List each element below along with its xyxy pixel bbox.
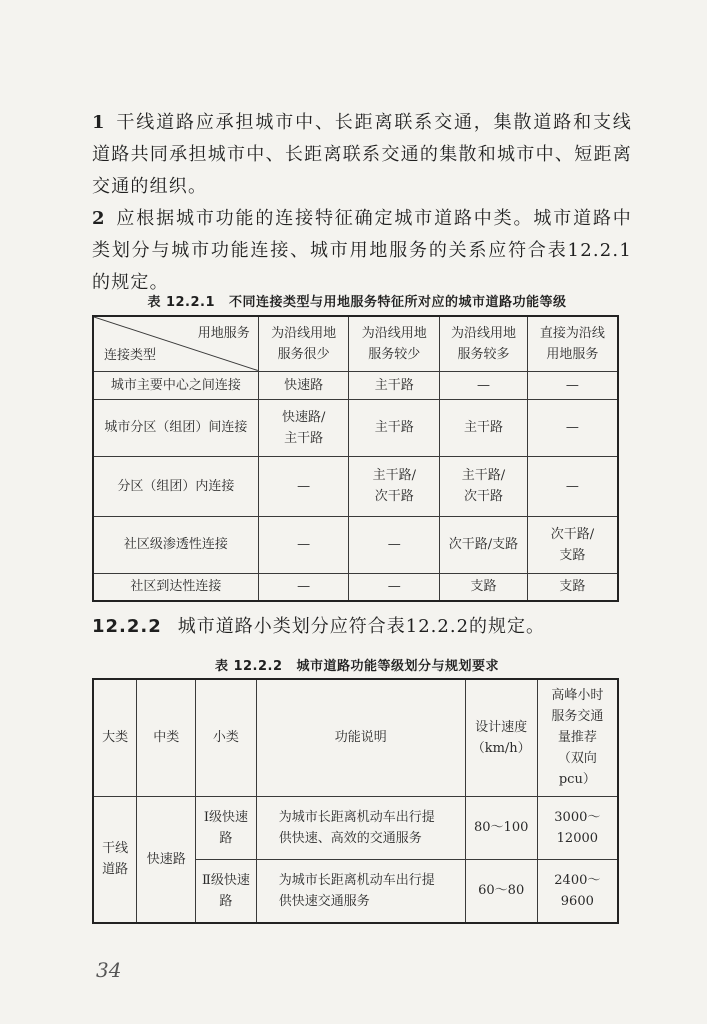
peak-volume: [537, 859, 618, 923]
header-line: 高峰小时: [551, 688, 604, 704]
cell-line: 快速路/: [281, 409, 326, 425]
header-volume: [537, 679, 618, 796]
corner-bottom-label: 连接类型: [104, 347, 157, 363]
paragraph-number: 2: [92, 208, 106, 229]
header-line: 服务很少: [277, 346, 330, 362]
peak-volume: [537, 796, 618, 859]
table-row: [93, 516, 618, 573]
row-label: 城市主要中心之间连接: [93, 371, 258, 399]
table-cell: —: [440, 371, 528, 399]
design-speed: 80～100: [465, 796, 537, 859]
header-middle: 中类: [137, 679, 196, 796]
header-minor: 小类: [196, 679, 257, 796]
table-cell: 支路: [527, 573, 618, 601]
table-cell: —: [527, 371, 618, 399]
table-cell: 次干路/支路: [440, 516, 528, 573]
cell-line: 供快速、高效的交通服务: [278, 830, 422, 846]
paragraph-text: 应根据城市功能的连接特征确定城市道路中类。城市道路中类划分与城市功能连接、城市用地服务的关系应符合表12.2.1的规定。: [92, 208, 632, 293]
corner-top-label: 用地服务: [197, 326, 250, 341]
header-line: 为沿线用地: [271, 325, 337, 341]
table-1-title: 不同连接类型与用地服务特征所对应的城市道路功能等级: [229, 295, 567, 310]
group-middle: 快速路: [137, 796, 196, 923]
header-line: （双向 pcu）: [557, 751, 597, 788]
table-cell: [349, 456, 440, 516]
table-cell: —: [527, 456, 618, 516]
table-row: [93, 679, 618, 796]
header-function: 功能说明: [256, 679, 465, 796]
table-row: [93, 573, 618, 601]
column-header: [527, 316, 618, 371]
header-major: 大类: [93, 679, 137, 796]
cell-line: 主干路: [284, 430, 324, 446]
row-label: 社区到达性连接: [93, 573, 258, 601]
row-label: 分区（组团）内连接: [93, 456, 258, 516]
table-2-title: 城市道路功能等级划分与规划要求: [296, 659, 500, 674]
table-2-caption: [92, 655, 622, 674]
cell-line: 道路: [102, 862, 129, 878]
table-cell: 主干路: [440, 399, 528, 456]
minor-class: Ⅰ级快速路: [196, 796, 257, 859]
header-line: 设计速度: [475, 719, 528, 735]
header-line: 为沿线用地: [361, 325, 427, 341]
cell-line: 次干路/: [550, 526, 595, 542]
section-heading: [92, 612, 632, 638]
column-header: [440, 316, 528, 371]
table-2-number: 表 12.2.2: [214, 659, 283, 674]
table-row: [93, 316, 618, 371]
row-label: 城市分区（组团）间连接: [93, 399, 258, 456]
cell-line: 主干路/: [461, 468, 506, 483]
function-description: [256, 796, 465, 859]
column-header: [349, 316, 440, 371]
table-1-caption: [92, 291, 622, 310]
table-1-corner-cell: [93, 316, 258, 371]
table-2: [92, 678, 619, 924]
design-speed: 60～80: [465, 859, 537, 923]
header-line: 服务交通: [551, 709, 604, 725]
section-text: 城市道路小类划分应符合表12.2.2的规定。: [177, 616, 546, 637]
header-line: 用地服务: [546, 346, 599, 362]
header-line: 为沿线用地: [450, 325, 516, 341]
paragraph-1: [92, 107, 632, 203]
header-line: 服务较多: [457, 346, 510, 362]
column-header: [258, 316, 349, 371]
header-line: 服务较少: [368, 346, 421, 362]
table-cell: 主干路: [349, 399, 440, 456]
table-row: [93, 399, 618, 456]
table-cell: —: [349, 516, 440, 573]
table-cell: 快速路: [258, 371, 349, 399]
section-number: 12.2.2: [92, 616, 162, 637]
paragraph-text: 干线道路应承担城市中、长距离联系交通，集散道路和支线道路共同承担城市中、长距离联系交通的集散和城市中、短距离交通的组织。: [92, 112, 632, 197]
function-description: [256, 859, 465, 923]
table-cell: —: [258, 516, 349, 573]
table-1: [92, 315, 619, 602]
table-cell: [258, 399, 349, 456]
header-speed: [465, 679, 537, 796]
cell-line: 主干路/: [372, 468, 416, 483]
table-cell: —: [349, 573, 440, 601]
table-cell: —: [258, 456, 349, 516]
table-1-number: 表 12.2.1: [147, 295, 216, 310]
header-line: 量推荐: [557, 730, 597, 746]
table-row: [93, 796, 618, 859]
table-cell: —: [258, 573, 349, 601]
cell-line: 9600: [560, 893, 594, 909]
cell-line: 干线: [102, 841, 129, 857]
cell-line: 12000: [556, 830, 599, 846]
cell-line: 次干路: [374, 489, 414, 504]
cell-line: 供快速交通服务: [278, 893, 370, 909]
cell-line: 次干路: [463, 489, 503, 504]
page-number: 34: [96, 958, 122, 982]
table-cell: [440, 456, 528, 516]
cell-line: 为城市长距离机动车出行提: [278, 809, 435, 825]
table-row: [93, 371, 618, 399]
header-line: （km/h）: [471, 740, 531, 756]
table-cell: [527, 516, 618, 573]
table-cell: —: [527, 399, 618, 456]
cell-line: 3000～: [554, 809, 601, 825]
cell-line: 为城市长距离机动车出行提: [278, 872, 435, 888]
row-label: 社区级渗透性连接: [93, 516, 258, 573]
header-line: 直接为沿线: [539, 325, 605, 341]
table-cell: 主干路: [349, 371, 440, 399]
group-major: [93, 796, 137, 923]
cell-line: 2400～: [554, 872, 601, 888]
paragraph-number: 1: [92, 112, 106, 133]
table-row: [93, 456, 618, 516]
minor-class: Ⅱ级快速路: [196, 859, 257, 923]
paragraph-2: [92, 203, 632, 299]
table-cell: 支路: [440, 573, 528, 601]
cell-line: 支路: [559, 547, 586, 563]
